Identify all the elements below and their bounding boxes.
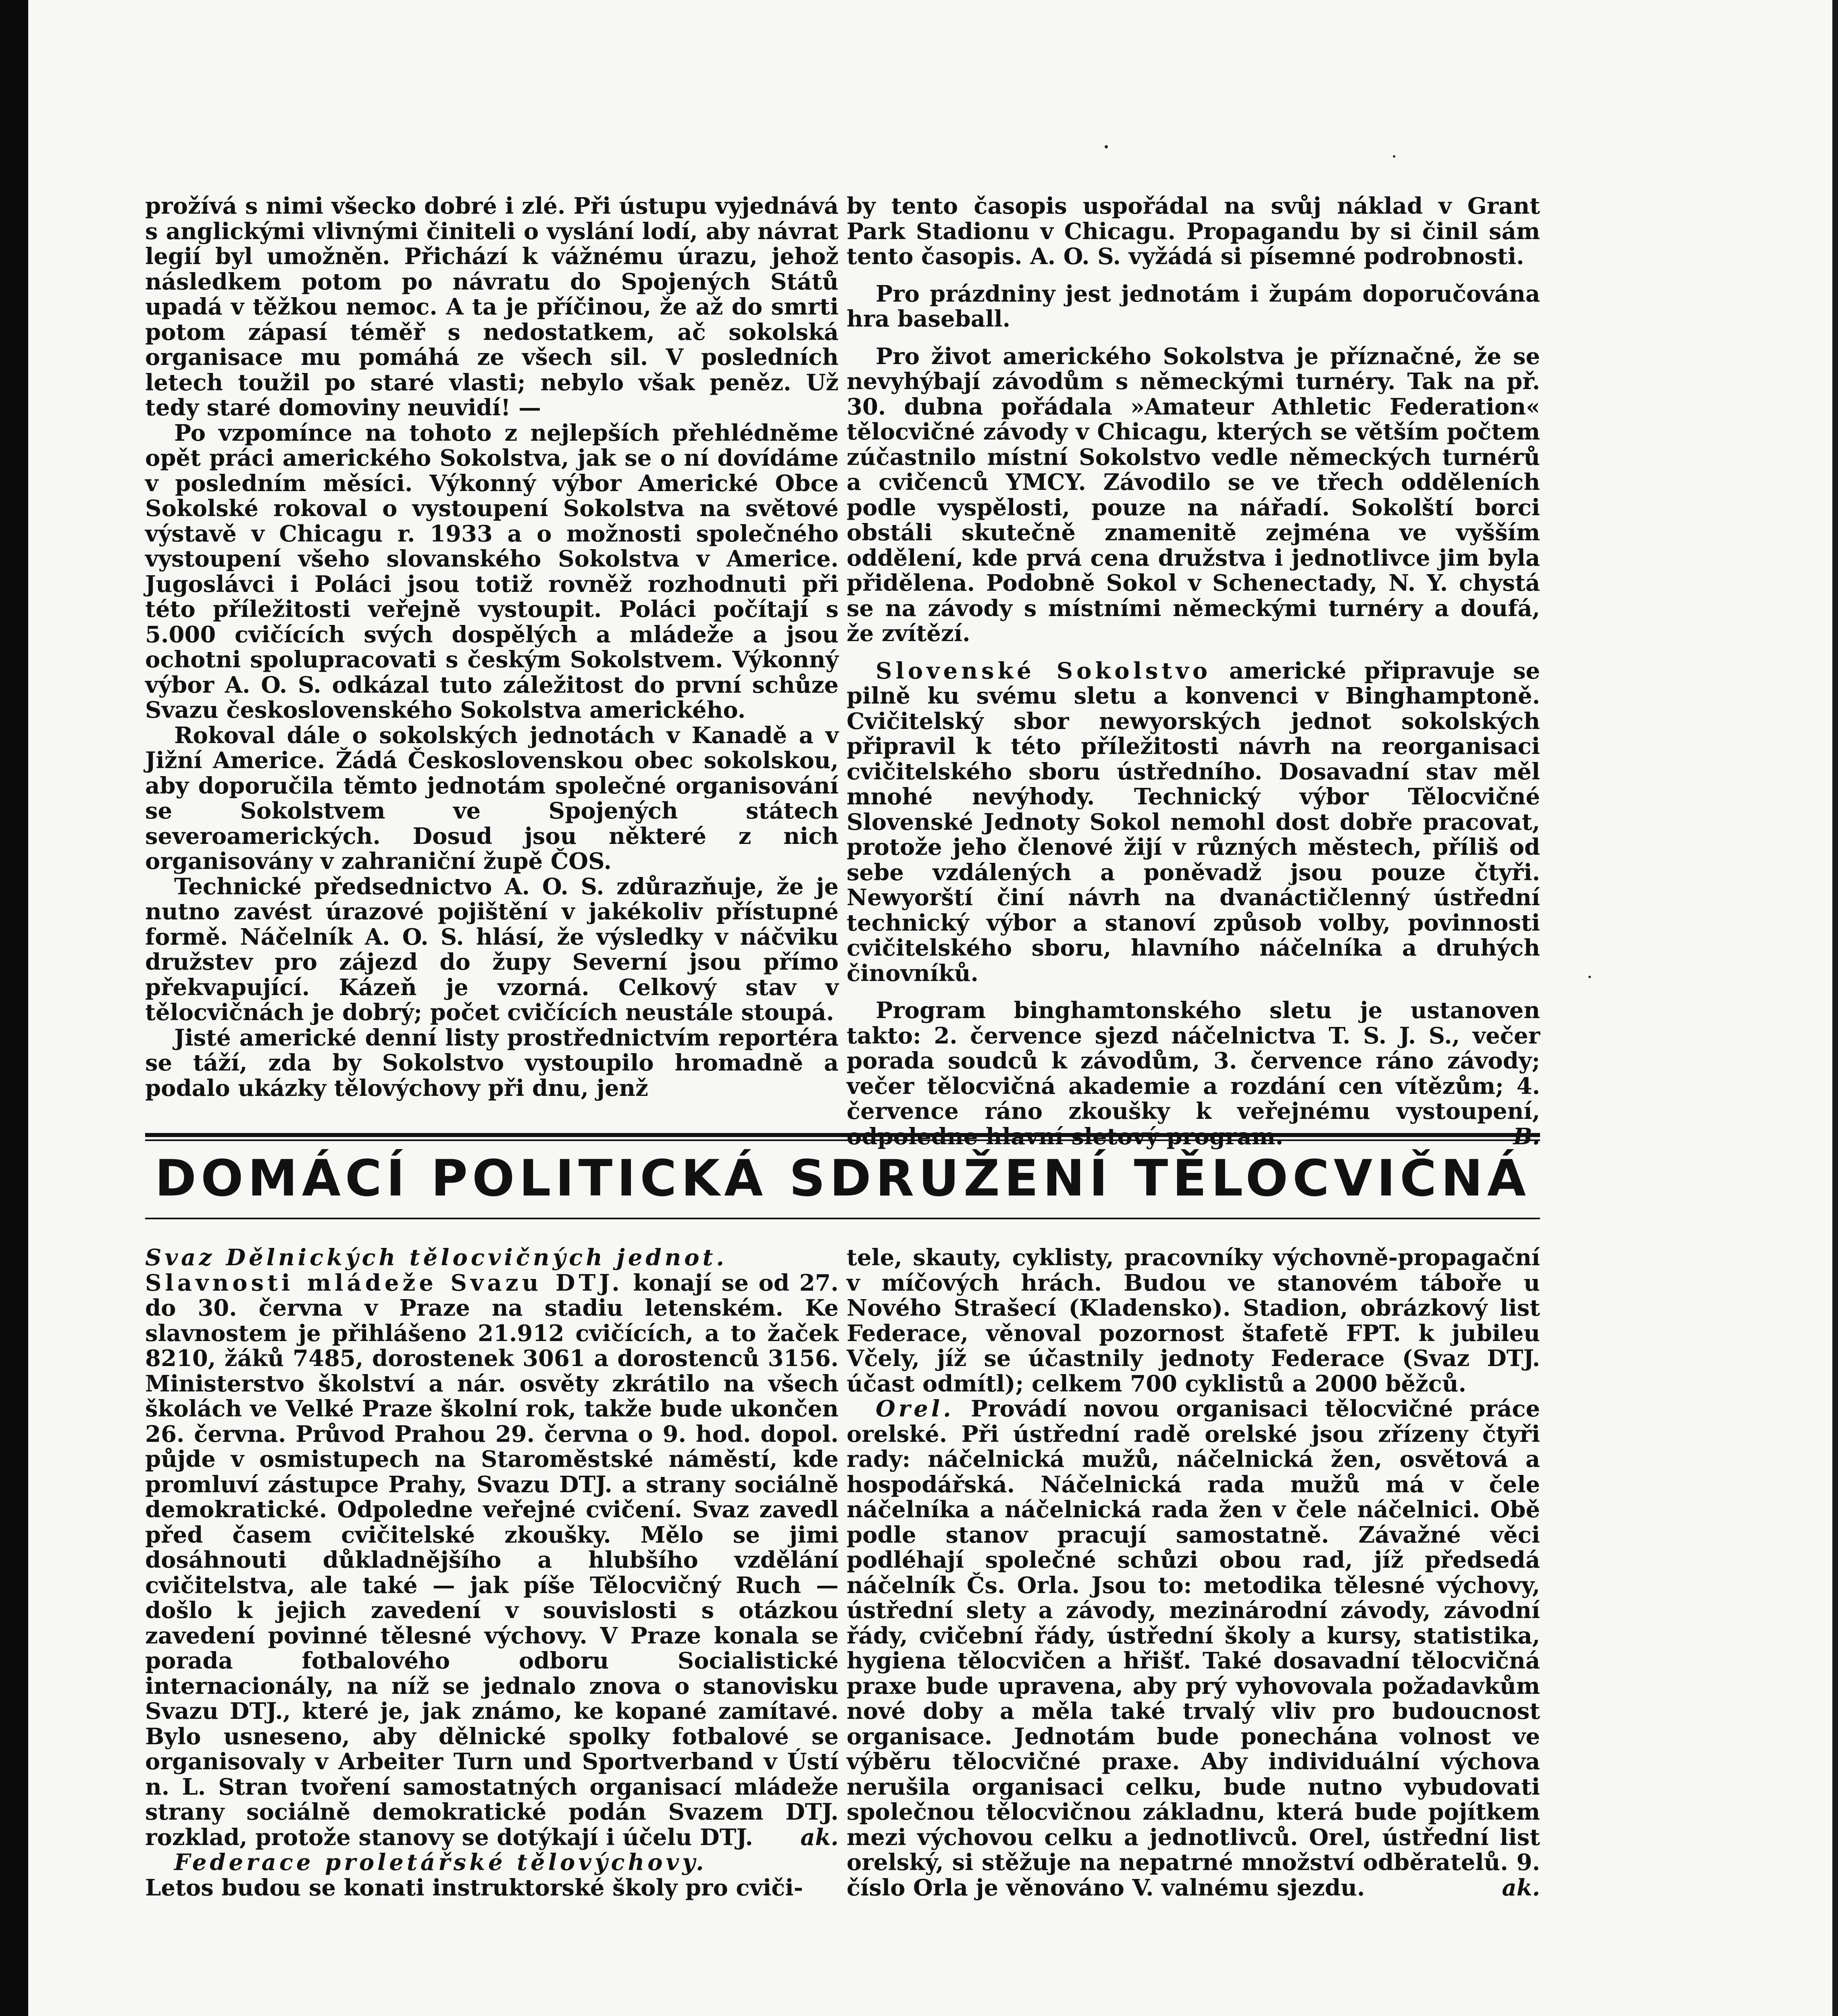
spaced-lead: Slavnosti mládeže Svazu DTJ. <box>145 1269 623 1296</box>
section-rule-top-thin <box>145 1139 1540 1141</box>
section-heading: DOMÁCÍ POLITICKÁ SDRUŽENÍ TĚLOCVIČNÁ <box>155 1150 1530 1208</box>
paragraph-text: americké připravuje se pilně ku svému sletu a konvenci v Binghamptoně. Cvičitelský sbor newyorských jednot sokolských připravil k této příležitosti návrh na reorganisaci cvičitelského sboru ústředního. Dosavadní stav měl mnohé nevýhody. Technický výbor Tělocvičné Slovenské Jednoty Sokol nemohl dost dobře pracovat, protože jeho členové žijí v různých městech, příliš od sebe vzdálených a poněvadž jsou pouze čtyři. Newyorští činí návrh na dvanáctičlenný ústřední technický výbor a stanoví způsob volby, povinnosti cvičitelského sboru, hlavního náčelníka a druhých činovníků. <box>847 657 1540 987</box>
paragraph <box>847 658 1540 986</box>
paragraph <box>847 1396 1540 1900</box>
paragraph: by tento časopis uspořádal na svůj náklad v Grant Park Stadionu v Chicagu. Propagandu by si činil sám tento časopis. A. O. S. vyžádá si písemné podrobnosti. <box>847 193 1540 270</box>
paragraph-text: Program binghamtonského sletu je ustanoven takto: 2. července sjezd náčelnictva T. S. J. S., večer porada soudců k závodům, 3. července ráno závody; večer tělocvičná akademie a rozdání cen vítězům; 4. července ráno zkoušky k veřejnému vystoupení, <box>847 997 1540 1125</box>
article-column-bottom-left <box>145 1245 839 1900</box>
subheading-svaz-dtj: Svaz Dělnických tělocvičných jednot. <box>145 1244 727 1271</box>
paragraph: Letos budou se konati instruktorské školy pro cviči- <box>145 1874 803 1901</box>
subheading-orel: Orel. <box>876 1395 954 1422</box>
print-speck <box>1105 145 1108 148</box>
scan-border-right <box>1832 0 1838 2016</box>
spaced-lead: Slovenské Sokolstvo <box>876 657 1211 684</box>
paragraph-text: konají se od 27. do 30. června v Praze na stadiu letenském. Ke slavnostem je přihlášeno 21.912 cvičících, a to žaček 8210, žáků 7485, dorostenek 3061 a dorostenců 3156. Ministerstvo školství a nár. osvěty zkrátilo na všech školách ve Velké Praze školní rok, takže bude ukončen 26. června. Průvod Prahou 29. června o 9. hod. dopol. půjde v osmistupech na Staroměstské náměstí, kde promluví zástupce Prahy, Svazu DTJ. a strany sociálně demokratické. Odpoledne veřejné cvičení. Svaz zavedl před časem cvičitelské zkoušky. Mělo se jimi dosáhnouti důkladnějšího a hlubšího vzdělání cvičitelstva, ale také — jak píše Tělocvičný Ruch — došlo k jejich zavedení v souvislosti s otázkou zavedení povinné tělesné výchovy. V Praze konala se porada fotbalového odboru Socialistické internacionály, na níž se jednalo znova o stanovisku Svazu DTJ., které je, jak známo, ke kopané zamítavé. Bylo usneseno, aby dělnické spolky fotbalové se organisovaly v Arbeiter Turn und Sportverband v Ústí n. L. Stran tvoření samostatných organisací mládeže strany sociálně demokratické podán Svazem DTJ. rozklad, protože stanovy se dotýkají i účelu DTJ. <box>145 1269 839 1851</box>
print-speck <box>1588 976 1591 978</box>
section-rule-top <box>145 1133 1540 1137</box>
paragraph: Pro život amerického Sokolstva je příznačné, že se nevyhýbají závodům s německými turnéry. Tak na př. 30. dubna pořádala »Amateur Athletic Federation« tělocvičné závody v Chicagu, kterých se větším počtem zúčastnilo místní Sokolstvo vedle německých turnérů a cvičenců YMCY. Závodilo se ve třech odděleních podle vyspělosti, pouze na nářadí. Sokolští borci obstáli skutečně znamenitě zejména ve vyšším oddělení, kde prvá cena družstva i jednotlivce jim byla přidělena. Podobně Sokol v Schenectady, N. Y. chystá se na závody s místními německými turnéry a doufá, že zvítězí. <box>847 343 1540 647</box>
paragraph <box>847 998 1540 1149</box>
paragraph: Po vzpomínce na tohoto z nejlepších přehlédněme opět práci amerického Sokolstva, jak se o ní dovídáme v posledním měsíci. Výkonný výbor Americké Obce Sokolské rokoval o vystoupení Sokolstva na světové výstavě v Chicagu r. 1933 a o možnosti společného vystoupení všeho slovanského Sokolstva v Americe. Jugoslávci i Poláci jsou totiž rovněž rozhodnuti při této příležitosti veřejně vystoupit. Poláci počítají s 5.000 cvičících svých dospělých a mládeže a jsou ochotni spolupracovati s českým Sokolstvem. Výkonný výbor A. O. S. odkázal tuto záležitost do první schůze Svazu československého Sokolstva amerického. <box>145 419 839 723</box>
print-speck <box>1393 155 1395 158</box>
signature: ak. <box>800 1824 839 1851</box>
paragraph <box>145 1850 839 1875</box>
signature: ak. <box>1502 1874 1540 1901</box>
paragraph <box>145 1270 839 1850</box>
paragraph: Jisté americké denní listy prostřednictvím reportéra se táží, zda by Sokolstvo vystoupilo hromadně a podalo ukázky tělovýchovy při dnu, jenž <box>145 1024 839 1102</box>
paragraph <box>145 1245 839 1270</box>
article-column-bottom-right <box>847 1245 1540 1900</box>
article-column-top-left <box>145 194 839 1101</box>
paragraph: Rokoval dále o sokolských jednotách v Kanadě a v Jižní Americe. Žádá Československou obec sokolskou, aby doporučila těmto jednotám společné organisování se Sokolstvem ve Spojených státech severoamerických. Dosud jsou některé z nich organisovány v zahraniční župě ČOS. <box>145 722 839 875</box>
article-column-top-right <box>847 194 1540 1149</box>
paragraph: Pro prázdniny jest jednotám i župám doporučována hra baseball. <box>847 280 1540 332</box>
paragraph: Technické předsednictvo A. O. S. zdůrazňuje, že je nutno zavést úrazové pojištění v jakékoliv přístupné formě. Náčelník A. O. S. hlásí, že výsledky v náčviku družstev pro zájezd do župy Severní jsou přímo překvapující. Kázeň je vzorná. Celkový stav v tělocvičnách je dobrý; počet cvičících neustále stoupá. <box>145 873 839 1026</box>
paragraph-text: Provádí novou organisaci tělocvičné práce orelské. Při ústřední radě orelské jsou zřízeny čtyři rady: náčelnická mužů, náčelnická žen, osvětová a hospodářská. Náčelnická rada mužů má v čele náčelníka a náčelnická rada žen v čele náčelnici. Obě podle stanov pracují samostatně. Závažné věci podléhají společné schůzi obou rad, jíž předsedá náčelník Čs. Orla. Jsou to: metodika tělesné výchovy, ústřední slety a závody, mezinárodní závody, závodní řády, cvičební řády, ústřední školy a kursy, statistika, hygiena tělocvičen a hřišť. Také dosavadní tělocvičná praxe bude upravena, aby prý vyhovovala požadavkům nové doby a měla také trvalý vliv pro budoucnost organisace. Jednotám bude ponechána volnost ve výběru tělocvičné praxe. Aby individuální výchova nerušila organisaci celku, bude nutno vybudovati společnou tělocvičnou základnu, která bude pojítkem mezi výchovou celku a jednotlivců. Orel, ústřední list orelský, si stěžuje na nepatrné množství odběratelů. 9. číslo Orla je věnováno V. valnému sjezdu. <box>847 1395 1540 1901</box>
paragraph: prožívá s nimi všecko dobré i zlé. Při ústupu vyjednává s anglickými vlivnými činiteli o vyslání lodí, aby návrat legií byl umožněn. Přichází k vážnému úrazu, jehož následkem potom po návratu do Spojených Států upadá v těžkou nemoc. A ta je příčinou, že až do smrti potom zápasí téměř s nedostatkem, ač sokolská organisace mu pomáhá ze všech sil. V posledních letech toužil po staré vlasti; nebylo však peněz. Už tedy staré domoviny neuvidí! — <box>145 193 839 421</box>
paragraph: tele, skauty, cyklisty, pracovníky výchovně-propagační v míčových hrách. Budou ve stanovém táboře u Nového Strašecí (Kladensko). Stadion, obrázkový list Federace, věnoval pozornost štafetě FPT. k jubileu Včely, jíž se účastnily jednoty Federace (Svaz DTJ. účast odmítl); celkem 700 cyklistů a 2000 běžců. <box>847 1244 1540 1397</box>
scan-border-left <box>0 0 28 2016</box>
section-rule-bottom <box>145 1218 1540 1219</box>
subheading-federace: Federace proletářské tělovýchovy. <box>174 1849 707 1876</box>
